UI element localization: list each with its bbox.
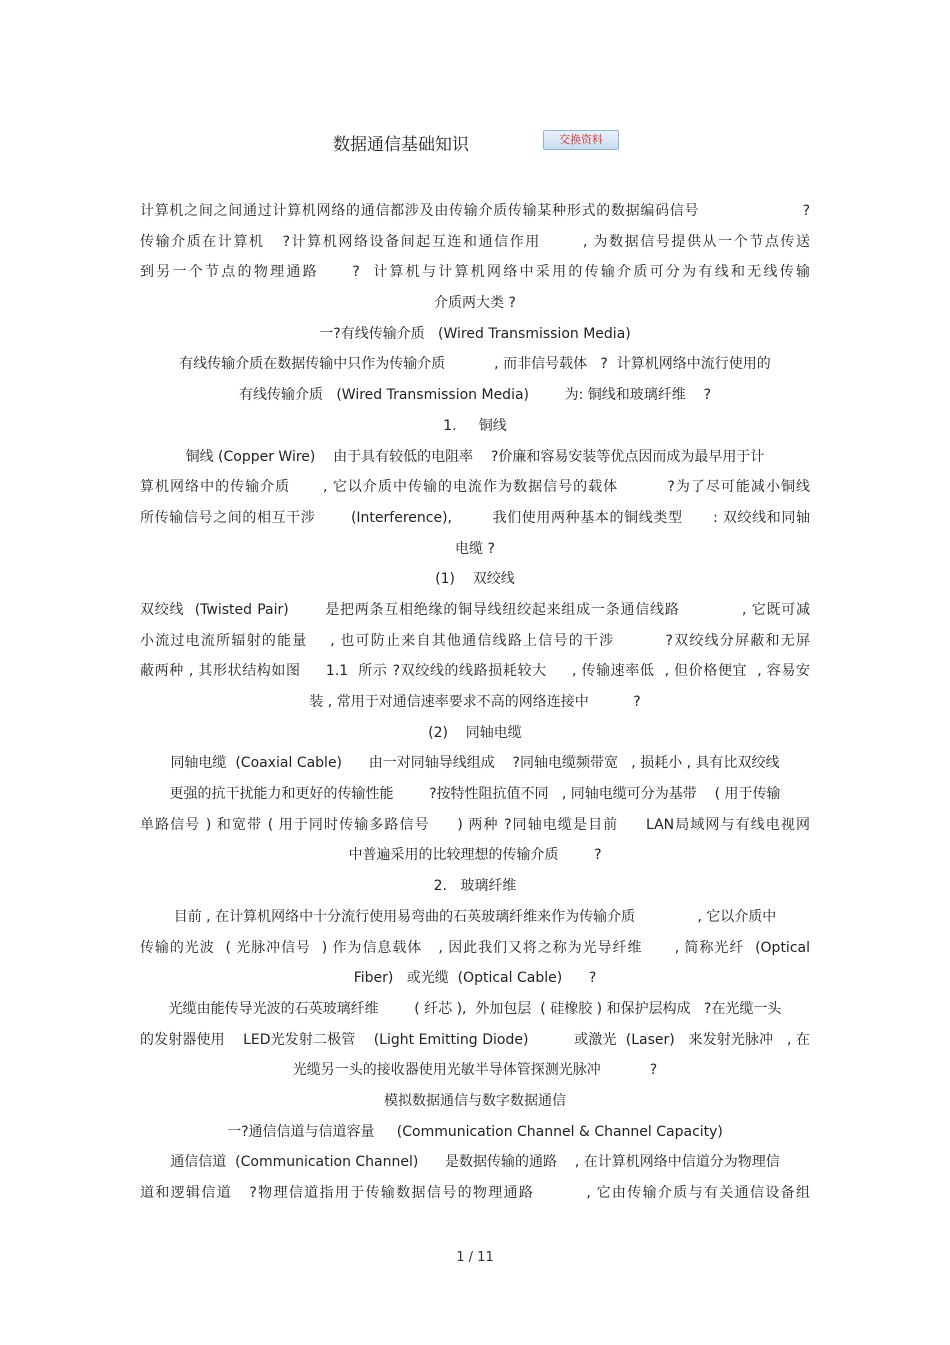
text-line: 通信信道 (Communication Channel) 是数据传输的通路 , 在计算机网络中信道分为物理信 <box>170 1154 780 1171</box>
text-line: 介质两大类 ? <box>434 295 516 312</box>
text-line: Fiber) 或光缆 (Optical Cable) ? <box>353 970 597 987</box>
page-number: 1 / 11 <box>456 1250 494 1265</box>
text-line: 双绞线 (Twisted Pair) 是把两条互相绝缘的铜导线纽绞起来组成一条通信线路 , 它既可减 <box>140 601 810 618</box>
text-line: 有线传输介质 (Wired Transmission Media) 为: 铜线和玻璃纤维 ? <box>238 387 712 404</box>
text-line: 单路信号 ) 和宽带 ( 用于同时传输多路信号 ) 两种 ?同轴电缆是目前 LAN局域网与有线电视网 <box>140 816 810 833</box>
text-line: (1) 双绞线 <box>435 571 515 588</box>
text-line: 计算机之间之间通过计算机网络的通信都涉及由传输介质传输某种形式的数据编码信号 ? <box>140 203 810 219</box>
text-line: 的发射器使用 LED光发射二极管 (Light Emitting Diode) 或激光 (Laser) 来发射光脉冲 , 在 <box>140 1031 810 1048</box>
text-line: 传输介质在计算机 ?计算机网络设备间起互连和通信作用 , 为数据信号提供从一个节点传送 <box>140 233 810 250</box>
text-line: 目前 , 在计算机网络中十分流行使用易弯曲的石英玻璃纤维来作为传输介质 , 它以介质中 <box>173 908 777 925</box>
text-line: 蔽两种 , 其形状结构如图 1.1 所示 ?双绞线的线路损耗较大 , 传输速率低 , 但价格便宜 , 容易安 <box>140 663 810 680</box>
text-line: 有线传输介质在数据传输中只作为传输介质 , 而非信号载体 ? 计算机网络中流行使用的 <box>179 356 771 373</box>
text-line: 模拟数据通信与数字数据通信 <box>384 1092 566 1109</box>
text-line: 传输的光波 ( 光脉冲信号 ) 作为信息载体 , 因此我们又将之称为光导纤维 , 简称光纤 (Optical <box>140 939 810 956</box>
text-line: 装 , 常用于对通信速率要求不高的网络连接中 ? <box>309 694 641 710</box>
document-body <box>140 196 810 1209</box>
text-line: 中普遍采用的比较理想的传输介质 ? <box>348 847 602 864</box>
text-line: 电缆 ? <box>455 540 495 557</box>
text-line: 道和逻辑信道 ?物理信道指用于传输数据信号的物理通路 , 它由传输介质与有关通信设备组 <box>140 1185 810 1201</box>
text-line: 一?通信信道与信道容量 (Communication Channel & Channel Capacity) <box>227 1123 723 1140</box>
exchange-materials-button[interactable]: 交换资料 <box>543 130 619 150</box>
text-line: 一?有线传输介质 (Wired Transmission Media) <box>319 325 631 342</box>
text-line: 光缆由能传导光波的石英玻璃纤维 ( 纤芯 ), 外加包层 ( 硅橡胶 ) 和保护层构成 ?在光缆一头 <box>168 1000 782 1017</box>
text-line: (2) 同轴电缆 <box>428 724 522 741</box>
title-row <box>0 128 950 156</box>
document-title: 数据通信基础知识 <box>333 135 469 155</box>
text-line: 所传输信号之间的相互干涉 (Interference), 我们使用两种基本的铜线类型 : 双绞线和同轴 <box>140 509 810 526</box>
text-line: 1. 铜线 <box>443 417 507 434</box>
text-line: 到另一个节点的物理通路 ? 计算机与计算机网络中采用的传输介质可分为有线和无线传输 <box>140 264 810 281</box>
text-line: 算机网络中的传输介质 , 它以介质中传输的电流作为数据信号的载体 ?为了尽可能减小铜线 <box>140 479 810 496</box>
text-line: 2. 玻璃纤维 <box>433 878 517 895</box>
text-line: 铜线 (Copper Wire) 由于具有较低的电阻率 ?价廉和容易安装等优点因而成为最早用于计 <box>185 448 765 465</box>
text-line: 同轴电缆 (Coaxial Cable) 由一对同轴导线组成 ?同轴电缆频带宽 , 损耗小 , 具有比双绞线 <box>170 755 780 772</box>
text-line: 小流过电流所辐射的能量 , 也可防止来自其他通信线路上信号的干涉 ?双绞线分屏蔽和无屏 <box>140 632 810 649</box>
text-line: 更强的抗干扰能力和更好的传输性能 ?按特性阻抗值不同 , 同轴电缆可分为基带 ( 用于传输 <box>169 786 781 803</box>
text-line: 光缆另一头的接收器使用光敏半导体管探测光脉冲 ? <box>292 1062 658 1079</box>
